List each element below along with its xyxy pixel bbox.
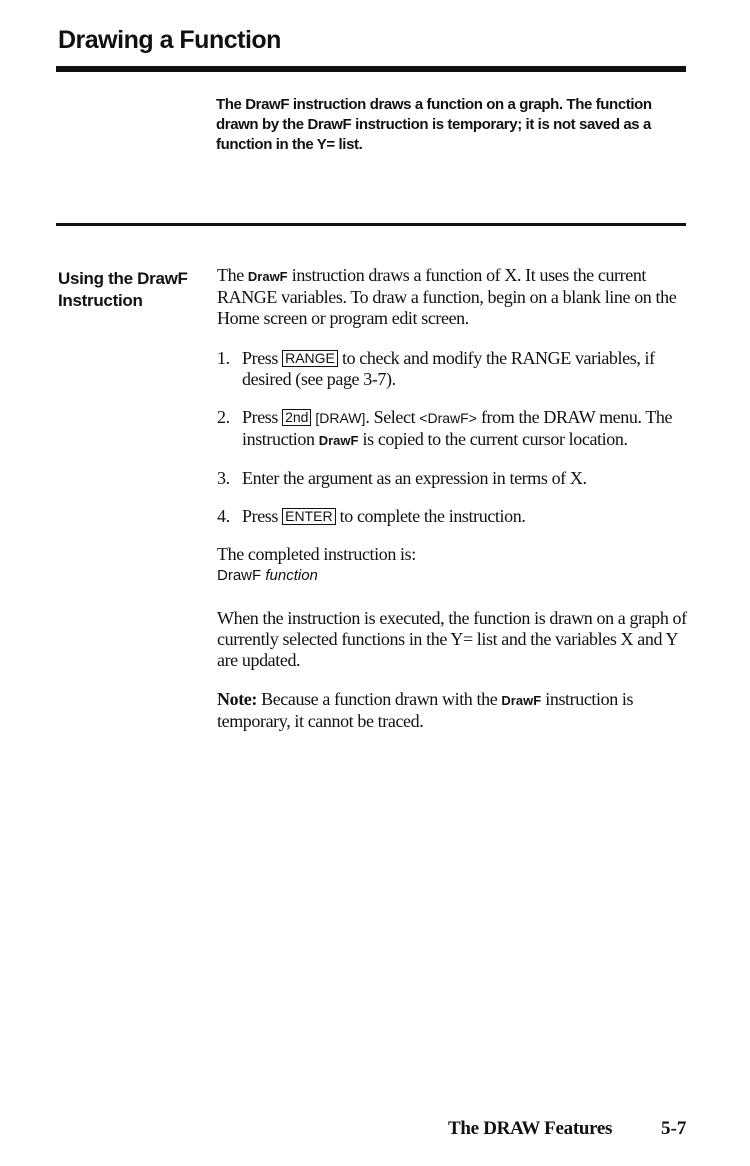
- note-paragraph: [217, 689, 692, 732]
- list-item: [217, 407, 692, 451]
- drawf-command: DrawF: [247, 269, 288, 284]
- draw-menu-ref: [DRAW]: [311, 410, 366, 426]
- step-number: 4.: [217, 506, 230, 526]
- syntax-argument: function: [265, 567, 318, 584]
- syntax-command: DrawF: [217, 567, 266, 584]
- step-text-b: to check and modify the RANGE variables, if desired (see page 3-7).: [242, 348, 655, 389]
- page-number: 5-7: [661, 1118, 687, 1139]
- list-item: [217, 468, 692, 489]
- step-text-b: to complete the instruction.: [335, 506, 526, 526]
- step-text: Enter the argument as an expression in terms of X.: [242, 468, 587, 488]
- section-intro-text-a: The: [217, 265, 248, 285]
- note-label: Note:: [217, 689, 257, 709]
- section-body: [217, 265, 692, 732]
- note-text-b: instruction is temporary, it cannot be traced.: [217, 689, 634, 731]
- drawf-command: DrawF: [501, 693, 542, 708]
- step-text-d: is copied to the current cursor location.: [358, 429, 628, 449]
- page-title: Drawing a Function: [58, 26, 281, 54]
- completed-label: The completed instruction is:: [217, 544, 416, 564]
- drawf-command: DrawF: [318, 433, 359, 448]
- title-rule: [56, 66, 686, 72]
- section-heading: Using the DrawF Instruction: [58, 269, 188, 310]
- section-intro-text-b: instruction draws a function of X. It uses the current RANGE variables. To draw a function, begin on a blank line on the Home screen or program edit screen.: [217, 265, 677, 328]
- step-text-c: from the DRAW menu. The instruction: [242, 407, 673, 449]
- 2nd-key: 2nd: [282, 409, 311, 426]
- step-text-a: Press: [242, 348, 283, 368]
- range-key: RANGE: [282, 350, 338, 367]
- syntax-line: [217, 565, 692, 586]
- enter-key: ENTER: [282, 508, 335, 525]
- section-intro: [217, 265, 692, 329]
- step-text-a: Press: [242, 407, 283, 427]
- intro-paragraph: The DrawF instruction draws a function on a graph. The function drawn by the DrawF instruction is temporary; it is not saved as a function in the Y= list.: [216, 96, 652, 153]
- list-item: [217, 348, 692, 390]
- step-text-b: . Select: [365, 407, 420, 427]
- section-rule: [56, 223, 686, 226]
- steps-list: [217, 348, 692, 527]
- list-item: [217, 506, 692, 527]
- note-text-a: Because a function drawn with the: [256, 689, 502, 709]
- step-number: 1.: [217, 348, 230, 368]
- footer-section-title: The DRAW Features: [448, 1118, 613, 1139]
- result-paragraph: When the instruction is executed, the function is drawn on a graph of currently selected functions in the Y= list and the variables X and Y are updated.: [217, 608, 687, 670]
- drawf-menu-item: <DrawF>: [419, 410, 477, 426]
- step-number: 3.: [217, 468, 230, 488]
- step-number: 2.: [217, 407, 230, 427]
- step-text-a: Press: [242, 506, 283, 526]
